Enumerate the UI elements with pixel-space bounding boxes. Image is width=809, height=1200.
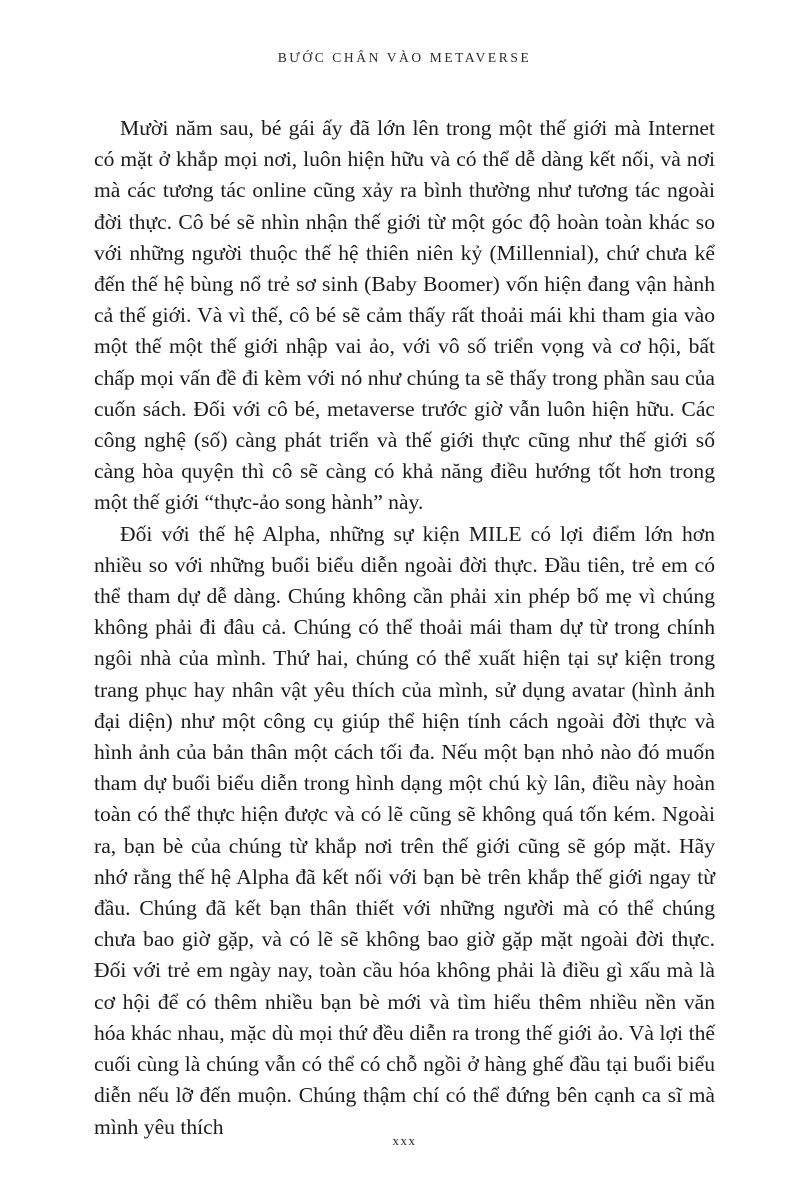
paragraph: Đối với thế hệ Alpha, những sự kiện MILE có lợi điểm lớn hơn nhiều so với những buổi biểu diễn ngoài đời thực. Đầu tiên, trẻ em có thể tham dự dễ dàng. Chúng không cần phải xin phép bố mẹ vì chúng không phải đi đâu cả. Chúng có thể thoải mái tham dự từ trong chính ngôi nhà của mình. Thứ hai, chúng có thể xuất hiện tại sự kiện trong trang phục hay nhân vật yêu thích của mình, sử dụng avatar (hình ảnh đại diện) như một công cụ giúp thể hiện tính cách ngoài đời thực và hình ảnh của bản thân một cách tối đa. Nếu một bạn nhỏ nào đó muốn tham dự buổi biểu diễn trong hình dạng một chú kỳ lân, điều này hoàn toàn có thể thực hiện được và có lẽ cũng sẽ không quá tốn kém. Ngoài ra, bạn bè của chúng từ khắp nơi trên thế giới cũng sẽ góp mặt. Hãy nhớ rằng thế hệ Alpha đã kết nối với bạn bè trên khắp thế giới ngay từ đầu. Chúng đã kết bạn thân thiết với những người mà có thể chúng chưa bao giờ gặp, và có lẽ sẽ không bao giờ gặp mặt ngoài đời thực. Đối với trẻ em ngày nay, toàn cầu hóa không phải là điều gì xấu mà là cơ hội để có thêm nhiều bạn bè mới và tìm hiểu thêm nhiều nền văn hóa khác nhau, mặc dù mọi thứ đều diễn ra trong thế giới ảo. Và lợi thế cuối cùng là chúng vẫn có thể có chỗ ngồi ở hàng ghế đầu tại buổi biểu diễn nếu lỡ đến muộn. Chúng thậm chí có thể đứng bên cạnh ca sĩ mà mình yêu thích (94, 521, 715, 1139)
body-text (94, 113, 715, 1143)
page-number: xxx (392, 1133, 417, 1148)
running-head: BƯỚC CHÂN VÀO METAVERSE (277, 50, 532, 65)
paragraph: Mười năm sau, bé gái ấy đã lớn lên trong một thế giới mà Internet có mặt ở khắp mọi nơi, luôn hiện hữu và có thể dễ dàng kết nối, và nơi mà các tương tác online cũng xảy ra bình thường như tương tác ngoài đời thực. Cô bé sẽ nhìn nhận thế giới từ một góc độ hoàn toàn khác so với những người thuộc thế hệ thiên niên kỷ (Millennial), chứ chưa kể đến thế hệ bùng nổ trẻ sơ sinh (Baby Boomer) vốn hiện đang vận hành cả thế giới. Và vì thế, cô bé sẽ cảm thấy rất thoải mái khi tham gia vào một thế một thế giới nhập vai ảo, với vô số triển vọng và cơ hội, bất chấp mọi vấn đề đi kèm với nó như chúng ta sẽ thấy trong phần sau của cuốn sách. Đối với cô bé, metaverse trước giờ vẫn luôn hiện hữu. Các công nghệ (số) càng phát triển và thế giới thực cũng như thế giới số càng hòa quyện thì cô sẽ càng có khả năng điều hướng tốt hơn trong một thế giới “thực-ảo song hành” này. (94, 116, 715, 515)
